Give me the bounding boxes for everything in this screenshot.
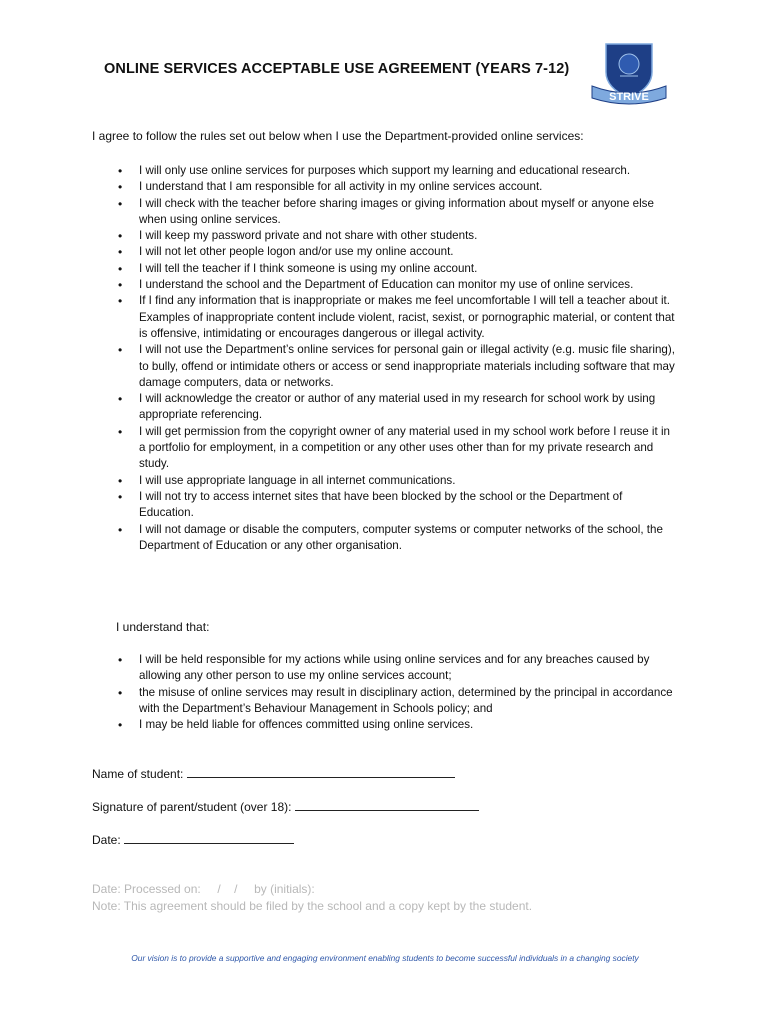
school-crest-logo bbox=[590, 42, 668, 106]
office-processed: Date: Processed on: / / by (initials): bbox=[92, 882, 315, 896]
list-item: • I will tell the teacher if I think someone is using my online account. bbox=[118, 261, 678, 277]
page-title: ONLINE SERVICES ACCEPTABLE USE AGREEMENT (YEARS 7-12) bbox=[104, 61, 570, 77]
student-name-line[interactable] bbox=[187, 766, 455, 778]
list-item: • I will keep my password private and not share with other students. bbox=[118, 228, 678, 244]
signature-field[interactable] bbox=[92, 799, 479, 814]
vision-footer: Our vision is to provide a supportive and engaging environment enabling students to become successful individuals in a changing society bbox=[131, 953, 639, 963]
list-item: • I will not damage or disable the computers, computer systems or computer networks of the school, the Department of Education or any other organisation. bbox=[118, 522, 678, 555]
list-item: • I understand the school and the Department of Education can monitor my use of online services. bbox=[118, 277, 678, 293]
student-name-label: Name of student: bbox=[92, 767, 184, 781]
list-item: • I understand that I am responsible for all activity in my online services account. bbox=[118, 179, 678, 195]
crest-label: STRIVE bbox=[609, 91, 649, 103]
signature-line[interactable] bbox=[295, 799, 479, 811]
intro-text: I agree to follow the rules set out below when I use the Department-provided online services: bbox=[92, 129, 584, 143]
list-item: • I will get permission from the copyright owner of any material used in my school work before I reuse it in a portfolio for employment, in a competition or any other uses other than for my private research and study. bbox=[118, 424, 678, 473]
understand-list bbox=[118, 652, 678, 733]
list-item: • I may be held liable for offences committed using online services. bbox=[118, 717, 678, 733]
rules-list bbox=[118, 163, 678, 554]
list-item: • I will acknowledge the creator or author of any material used in my research for school work by using appropriate referencing. bbox=[118, 391, 678, 424]
list-item: • the misuse of online services may result in disciplinary action, determined by the principal in accordance with the Department’s Behaviour Management in Schools policy; and bbox=[118, 685, 678, 718]
list-item: • I will not use the Department’s online services for personal gain or illegal activity (e.g. music file sharing), to bully, offend or intimidate others or access or send inappropriate materials including software that may damage computers, data or networks. bbox=[118, 342, 678, 391]
understand-heading: I understand that: bbox=[116, 620, 210, 634]
date-field[interactable] bbox=[92, 832, 294, 847]
office-note: Note: This agreement should be filed by the school and a copy kept by the student. bbox=[92, 899, 533, 913]
list-item: • I will only use online services for purposes which support my learning and educational research. bbox=[118, 163, 678, 179]
student-name-field[interactable] bbox=[92, 766, 455, 781]
signature-label: Signature of parent/student (over 18): bbox=[92, 800, 292, 814]
list-item: • I will check with the teacher before sharing images or giving information about myself or anyone else when using online services. bbox=[118, 196, 678, 229]
list-item: • I will not let other people logon and/or use my online account. bbox=[118, 244, 678, 260]
list-item: • I will be held responsible for my actions while using online services and for any breaches caused by allowing any other person to use my online services account; bbox=[118, 652, 678, 685]
list-item: • If I find any information that is inappropriate or makes me feel uncomfortable I will tell a teacher about it. Examples of inappropriate content include violent, racist, sexist, or pornographic material, or content that is offensive, intimidating or encourages dangerous or illegal activity. bbox=[118, 293, 678, 342]
list-item: • I will not try to access internet sites that have been blocked by the school or the Department of Education. bbox=[118, 489, 678, 522]
date-line[interactable] bbox=[124, 832, 294, 844]
date-label: Date: bbox=[92, 833, 121, 847]
list-item: • I will use appropriate language in all internet communications. bbox=[118, 473, 678, 489]
